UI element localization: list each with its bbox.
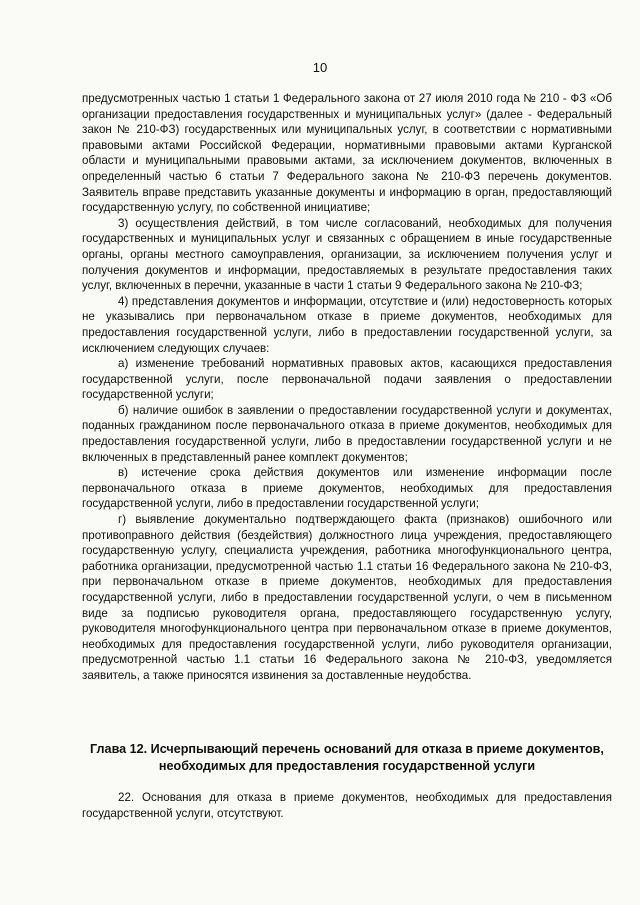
paragraph-subitem-g: г) выявление документально подтверждающего факта (признаков) ошибочного или противоправного действия (бездействия) должностного лица учреждения, предоставляющего государственную услугу, специалиста учреждения, работника многофункционального центра, работника организации, предусмотренной частью 1.1 статьи 16 Федерального закона № 210-ФЗ, при первоначальном отказе в приеме документов, необходимых для предоставления государственной услуги, либо в предоставлении государственной услуги, о чем в письменном виде за подписью руководителя органа, предоставляющего государственную услугу, руководителя многофункционального центра при первоначальном отказе в приеме документов, необходимых для предоставления государственной услуги, либо руководителя организации, предусмотренной частью 1.1 статьи 16 Федерального закона № 210-ФЗ, уведомляется заявитель, а также приносятся извинения за доставленные неудобства. <box>82 513 612 682</box>
body-text <box>82 91 612 684</box>
section-text <box>82 790 612 821</box>
paragraph-subitem-v: в) истечение срока действия документов или изменение информации после первоначального отказа в приеме документов, необходимых для предоставления государственной услуги, либо в предоставлении государственной услуги; <box>82 466 612 511</box>
paragraph-continuation: предусмотренных частью 1 статьи 1 Федерального закона от 27 июля 2010 года № 210 - ФЗ «Об организации предоставления государственных и муниципальных услуг» (далее - Федеральный закон № 210-ФЗ) государственных или муниципальных услуг, в соответствии с нормативными правовыми актами Российской Федерации, нормативными правовыми актами Курганской области и муниципальными правовыми актами, за исключением документов, включенных в определенный частью 6 статьи 7 Федерального закона № 210-ФЗ перечень документов. Заявитель вправе представить указанные документы и информацию в орган, предоставляющий государственную услугу, по собственной инициативе; <box>82 92 612 215</box>
chapter-title-line-2: необходимых для предоставления государственной услуги <box>158 759 536 773</box>
paragraph-subitem-a: а) изменение требований нормативных правовых актов, касающихся предоставления государственной услуги, после первоначальной подачи заявления о предоставлении государственной услуги; <box>82 357 612 402</box>
paragraph-subitem-b: б) наличие ошибок в заявлении о предоставлении государственной услуги и документах, поданных гражданином после первоначального отказа в приеме документов, необходимых для предоставления государственной услуги, либо в предоставлении государственной услуги и не включенных в представленный ранее комплект документов; <box>82 403 612 464</box>
chapter-title-line-1: Глава 12. Исчерпывающий перечень оснований для отказа в приеме документов, <box>90 742 604 756</box>
chapter-title <box>82 741 612 775</box>
paragraph-22: 22. Основания для отказа в приеме документов, необходимых для предоставления государственной услуги, отсутствуют. <box>82 791 612 820</box>
paragraph-item-3: 3) осуществления действий, в том числе согласований, необходимых для получения государственных и муниципальных услуг и связанных с обращением в иные государственные органы, органы местного самоуправления, организации, за исключением получения услуг и получения документов и информации, предоставляемых в результате предоставления таких услуг, включенных в перечни, указанные в части 1 статьи 9 Федерального закона № 210-ФЗ; <box>82 216 612 293</box>
paragraph-item-4: 4) представления документов и информации, отсутствие и (или) недостоверность которых не указывались при первоначальном отказе в приеме документов, необходимых для предоставления государственной услуги, либо в предоставлении государственной услуги, за исключением следующих случаев: <box>82 294 612 355</box>
page-number: 10 <box>312 60 328 75</box>
